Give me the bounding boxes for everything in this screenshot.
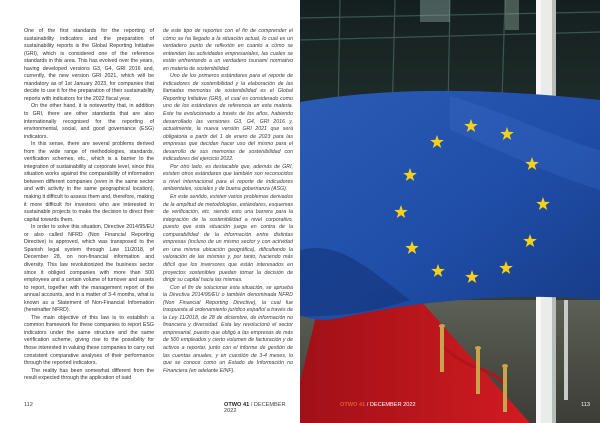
es-paragraph-2: Uno de los primeros estándares para el reporte de indicadores de sostenibilidad y la elaboración de las llamadas memorias de sostenibilidad es el Global Reporting Initiative (GRI), el cual es considerado como uno de los estándares de referencia en esta materia. Este ha evolucionado a través de los años, habiendo desarrollado las versiones G3, G4, GRI 2016 y, actualmente, la nueva versión GRI 2021 que será obligatoria a partir del 1 de enero de 2023 para las empresas que decidan hacer uso del mismo para el desarrollo de sus memorias de sostenibilidad con indicadores del ejercicio 2022. [163,73,293,163]
issue-date-left: DECEMBER 2022 [224,402,286,414]
issue-line-right: OTWO 41 / DECEMBER 2022 [340,402,416,408]
spanish-text-column [163,28,293,383]
ceiling-light [420,0,450,22]
es-paragraph-5: Con el fin de solucionar esta situación, se aprueba la Directiva 2014/95/EU o también denominada NFRD (Non Financial Reporting Directive), la cual fue traspuesta al ordenamiento jurídico español a través de la Ley 11/2018, de 28 de diciembre, de información no financiera y diversidad. Esta ley revolucionó el sector empresarial, puesto que obligó a las empresas de más de 500 empleados y cierto volumen de facturación y de activos a reportar, junto con el informe de gestión de las cuentas anuales, y en cuestión de 3-4 meses, lo que se conoce como un Estado de Información no Financiera (en adelante EINF). [163,284,293,374]
page-number-right: 113 [581,402,590,408]
eu-flag-photo [300,0,600,423]
en-paragraph-4: In order to solve this situation, Directive 2014/95/EU or also called NFRD (Non Financial Reporting Directive) is approved, which was transposed to the Spanish legal system through Law 11/2018, of December 28, on non-financial information and diversity. This law revolutionized the business sector since it obliged companies with more than 500 employees and a certain volume of turnover and assets to report, together with the management report of the annual accounts, and in a matter of 3-4 months, what is known as a Statement of Non-Financial Information (hereinafter NFRD). [24,224,154,314]
ceiling-light [505,0,519,30]
en-paragraph-5: The main objective of this law is to establish a common framework for these companies to report ESG indicators under the same structure and the same verification scheme, giving rise to the possibility for those interested in valuing these companies to carry out consistent comparative analyses of their performance through the reported indicators. [24,314,154,367]
issue-date-right: DECEMBER 2022 [369,402,416,408]
es-paragraph-3: Por otro lado, es destacable que, además de GRI, existen otros estándares que también son reconocidos a nivel internacional para el reporte de indicadores ambientales, sociales y de buena gobernanza (ASG). [163,163,293,193]
issue-line-left: OTWO 41 / DECEMBER 2022 [224,402,286,414]
en-paragraph-2: On the other hand, it is noteworthy that, in addition to GRI, there are other standards that are also internationally recognised for the reporting of environmental, social, and good governance (ESG) indicators. [24,103,154,140]
en-paragraph-6: The reality has been somewhat different from the result expected through the application of said [24,367,154,382]
en-paragraph-1: One of the first standards for the reporting of sustainability indicators and the preparation of sustainability reports is the Global Reporting Initiative (GRI), which is considered one of the reference standards in this area. This has evolved over the years, having developed versions G3, G4, GRI 2016 and, currently, the new version GRI 2021, which will be mandatory as of 1st January 2023, for companies that decide to use it for the preparation of their sustainability reports with indicators for the 2022 fiscal year. [24,28,154,102]
es-paragraph-1: de este tipo de reportes con el fin de comprender el cómo se ha llegado a la situación actual, lo cual es un verdadero punto de reflexión en cuanto a cómo se entienden las actividades empresariales, las cuales se están enfrentando a un verdadero tsunami normativo en materia de sostenibilidad. [163,28,293,72]
es-paragraph-4: En este sentido, existen varios problemas derivados de la amplitud de metodologías, estándares, esquemas de verificación, etc. siendo esto una barrera para la integración de la sostenibilidad a nivel corporativo, puesto que esta situación juega en contra de la comparabilidad de la información entre distintas empresas (incluso de un mismo sector y con actividad en una misma ubicación geográfica), dificultando la valoración de las mismas y, por tanto, haciendo más difícil que los inversores que están interesados en proyectos sostenibles puedan tomar la decisión de dirigir su capital hacia las mismas. [163,194,293,284]
issue-label-left: OTWO 41 [224,402,250,408]
issue-label-right: OTWO 41 [340,402,366,408]
left-page-footer [24,402,292,412]
right-page [300,0,600,423]
en-paragraph-3: In this sense, there are several problems derived from the wide range of methodologies, standards, verification schemes, etc., which is a barrier to the integration of sustainability at corporate level, since this situation works against the comparability of information between different companies (even in the same sector and with activity in the same geographical location), making it difficult to assess them and, therefore, making it more difficult for investors who are interested in sustainable projects to make the decision to direct their capital towards them. [24,141,154,223]
chrome-post [564,300,568,400]
page-number-left: 112 [24,402,33,408]
english-text-column [24,28,154,383]
right-page-footer [300,402,600,412]
